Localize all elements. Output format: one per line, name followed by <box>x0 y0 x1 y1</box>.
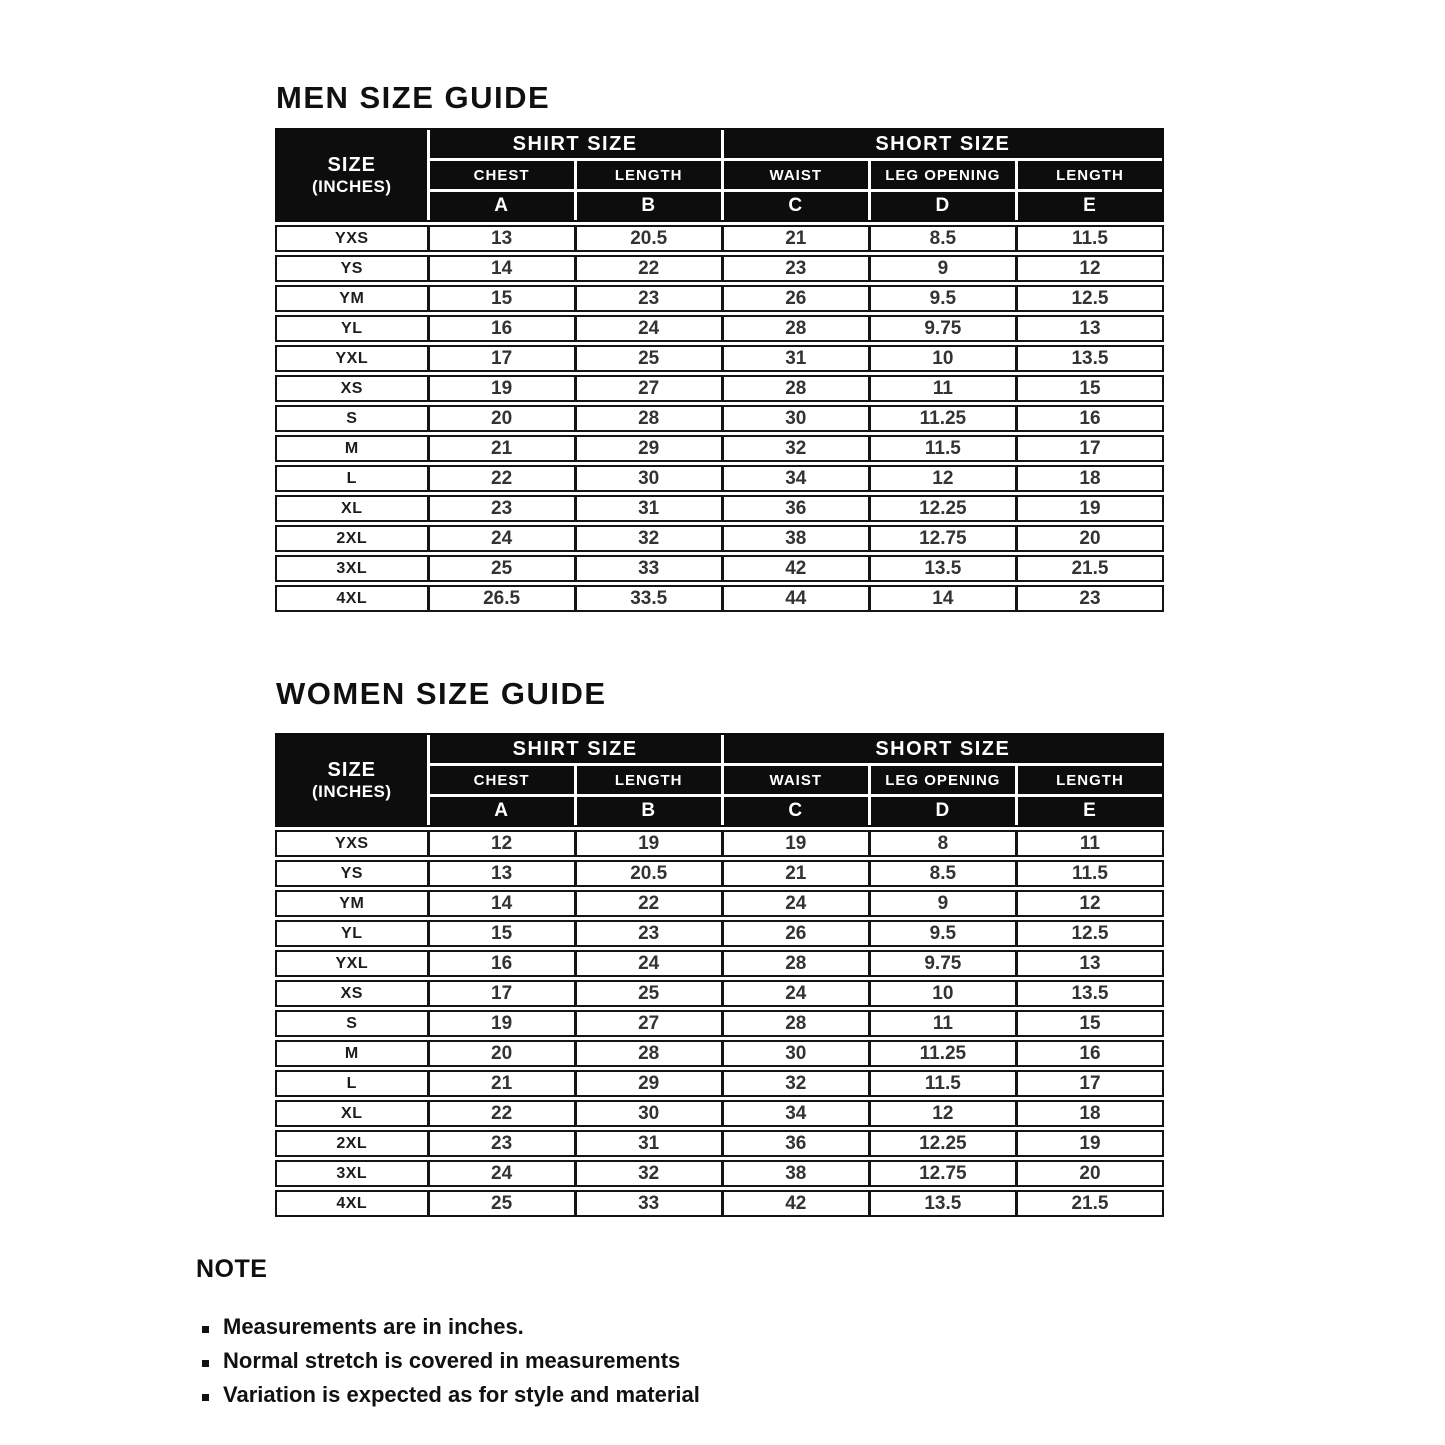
value-cell: 31 <box>577 1132 721 1155</box>
table-row <box>275 830 1164 857</box>
value-cell: 26.5 <box>430 587 574 610</box>
shirt-size-group-header: SHIRT SIZE <box>430 735 721 763</box>
value-cell: 19 <box>430 1012 574 1035</box>
short-size-group-header: SHORT SIZE <box>724 130 1162 158</box>
value-cell: 22 <box>577 257 721 280</box>
size-cell: 2XL <box>277 1132 427 1155</box>
value-cell: 34 <box>724 467 868 490</box>
value-cell: 33.5 <box>577 587 721 610</box>
note-item-text: Normal stretch is covered in measurements <box>223 1348 681 1373</box>
value-cell: 32 <box>577 1162 721 1185</box>
table-row <box>275 495 1164 522</box>
value-cell: 38 <box>724 1162 868 1185</box>
value-cell: 24 <box>724 892 868 915</box>
value-cell: 32 <box>724 437 868 460</box>
column-header-waist: WAIST <box>724 161 868 189</box>
value-cell: 13.5 <box>871 557 1015 580</box>
value-cell: 13.5 <box>871 1192 1015 1215</box>
value-cell: 13 <box>430 862 574 885</box>
size-cell: YL <box>277 922 427 945</box>
value-cell: 11.5 <box>871 1072 1015 1095</box>
value-cell: 23 <box>430 1132 574 1155</box>
size-cell: M <box>277 1042 427 1065</box>
size-cell: 3XL <box>277 1162 427 1185</box>
table-row <box>275 950 1164 977</box>
value-cell: 28 <box>724 317 868 340</box>
value-cell: 28 <box>577 407 721 430</box>
value-cell: 36 <box>724 497 868 520</box>
table-row <box>275 860 1164 887</box>
value-cell: 12 <box>871 467 1015 490</box>
value-cell: 22 <box>430 1102 574 1125</box>
size-cell: YXL <box>277 347 427 370</box>
value-cell: 22 <box>430 467 574 490</box>
value-cell: 12 <box>1018 257 1162 280</box>
size-cell: YXS <box>277 227 427 250</box>
value-cell: 42 <box>724 1192 868 1215</box>
value-cell: 9.5 <box>871 922 1015 945</box>
value-cell: 12.25 <box>871 497 1015 520</box>
value-cell: 11.25 <box>871 407 1015 430</box>
value-cell: 21.5 <box>1018 1192 1162 1215</box>
value-cell: 8.5 <box>871 862 1015 885</box>
table-row <box>275 1040 1164 1067</box>
column-header-short-length: LENGTH <box>1018 161 1162 189</box>
value-cell: 11 <box>1018 832 1162 855</box>
value-cell: 32 <box>724 1072 868 1095</box>
value-cell: 23 <box>1018 587 1162 610</box>
value-cell: 44 <box>724 587 868 610</box>
column-header-shirt-length: LENGTH <box>577 766 721 794</box>
value-cell: 12.5 <box>1018 287 1162 310</box>
value-cell: 27 <box>577 1012 721 1035</box>
value-cell: 12 <box>1018 892 1162 915</box>
value-cell: 13.5 <box>1018 347 1162 370</box>
value-cell: 23 <box>577 922 721 945</box>
letter-header-b: B <box>577 192 721 220</box>
value-cell: 13 <box>430 227 574 250</box>
value-cell: 20.5 <box>577 227 721 250</box>
value-cell: 19 <box>1018 497 1162 520</box>
value-cell: 14 <box>430 257 574 280</box>
note-title: NOTE <box>196 1255 268 1283</box>
size-inches-header-cell <box>277 735 427 825</box>
size-cell: YM <box>277 287 427 310</box>
table-row <box>275 890 1164 917</box>
letter-header-c: C <box>724 192 868 220</box>
value-cell: 16 <box>1018 1042 1162 1065</box>
value-cell: 33 <box>577 1192 721 1215</box>
size-header-sublabel: (INCHES) <box>312 781 392 801</box>
value-cell: 8 <box>871 832 1015 855</box>
value-cell: 24 <box>430 1162 574 1185</box>
value-cell: 30 <box>724 407 868 430</box>
value-cell: 11 <box>871 1012 1015 1035</box>
women-size-guide-title: WOMEN SIZE GUIDE <box>276 676 607 711</box>
value-cell: 12 <box>430 832 574 855</box>
men-size-table <box>275 128 1164 612</box>
table-row <box>275 1130 1164 1157</box>
value-cell: 29 <box>577 437 721 460</box>
value-cell: 12.25 <box>871 1132 1015 1155</box>
value-cell: 26 <box>724 287 868 310</box>
size-cell: YL <box>277 317 427 340</box>
value-cell: 15 <box>430 287 574 310</box>
value-cell: 15 <box>1018 1012 1162 1035</box>
letter-header-d: D <box>871 797 1015 825</box>
size-cell: L <box>277 1072 427 1095</box>
size-cell: YM <box>277 892 427 915</box>
value-cell: 18 <box>1018 1102 1162 1125</box>
value-cell: 17 <box>430 982 574 1005</box>
value-cell: 30 <box>577 1102 721 1125</box>
value-cell: 25 <box>577 982 721 1005</box>
shirt-size-group-header: SHIRT SIZE <box>430 130 721 158</box>
value-cell: 32 <box>577 527 721 550</box>
value-cell: 15 <box>430 922 574 945</box>
letter-header-b: B <box>577 797 721 825</box>
table-row <box>275 285 1164 312</box>
size-header-label: SIZE <box>327 758 376 781</box>
value-cell: 11.5 <box>1018 862 1162 885</box>
value-cell: 28 <box>724 1012 868 1035</box>
value-cell: 24 <box>577 952 721 975</box>
value-cell: 24 <box>724 982 868 1005</box>
value-cell: 17 <box>430 347 574 370</box>
value-cell: 16 <box>430 952 574 975</box>
value-cell: 31 <box>724 347 868 370</box>
column-header-leg-opening: LEG OPENING <box>871 161 1015 189</box>
letter-header-d: D <box>871 192 1015 220</box>
value-cell: 34 <box>724 1102 868 1125</box>
value-cell: 20.5 <box>577 862 721 885</box>
value-cell: 17 <box>1018 1072 1162 1095</box>
table-row <box>275 405 1164 432</box>
table-row <box>275 1100 1164 1127</box>
value-cell: 36 <box>724 1132 868 1155</box>
note-item <box>196 1347 1096 1374</box>
column-header-chest: CHEST <box>430 766 574 794</box>
value-cell: 10 <box>871 982 1015 1005</box>
value-cell: 23 <box>577 287 721 310</box>
note-section <box>196 1255 1096 1408</box>
size-inches-header-cell <box>277 130 427 220</box>
size-cell: YXS <box>277 832 427 855</box>
column-header-waist: WAIST <box>724 766 868 794</box>
value-cell: 23 <box>430 497 574 520</box>
value-cell: 8.5 <box>871 227 1015 250</box>
value-cell: 25 <box>430 1192 574 1215</box>
letter-header-a: A <box>430 192 574 220</box>
value-cell: 11.5 <box>871 437 1015 460</box>
value-cell: 19 <box>1018 1132 1162 1155</box>
value-cell: 16 <box>1018 407 1162 430</box>
value-cell: 21 <box>430 437 574 460</box>
table-row <box>275 435 1164 462</box>
value-cell: 11.25 <box>871 1042 1015 1065</box>
women-size-table <box>275 733 1164 1217</box>
value-cell: 9.75 <box>871 952 1015 975</box>
size-cell: 4XL <box>277 1192 427 1215</box>
men-size-guide-title: MEN SIZE GUIDE <box>276 80 551 115</box>
letter-header-e: E <box>1018 797 1162 825</box>
table-row <box>275 315 1164 342</box>
table-row <box>275 1160 1164 1187</box>
size-cell: XS <box>277 377 427 400</box>
table-row <box>275 255 1164 282</box>
bullet-square-icon <box>202 1360 209 1367</box>
column-header-chest: CHEST <box>430 161 574 189</box>
men-table-header <box>275 128 1164 222</box>
value-cell: 31 <box>577 497 721 520</box>
size-cell: M <box>277 437 427 460</box>
value-cell: 20 <box>1018 1162 1162 1185</box>
women-table-header <box>275 733 1164 827</box>
value-cell: 24 <box>430 527 574 550</box>
table-row <box>275 1190 1164 1217</box>
size-cell: S <box>277 1012 427 1035</box>
value-cell: 13.5 <box>1018 982 1162 1005</box>
value-cell: 28 <box>577 1042 721 1065</box>
size-header-label: SIZE <box>327 153 376 176</box>
value-cell: 13 <box>1018 317 1162 340</box>
value-cell: 24 <box>577 317 721 340</box>
table-row <box>275 585 1164 612</box>
value-cell: 12.75 <box>871 1162 1015 1185</box>
value-cell: 38 <box>724 527 868 550</box>
value-cell: 12.5 <box>1018 922 1162 945</box>
size-cell: XL <box>277 1102 427 1125</box>
letter-header-e: E <box>1018 192 1162 220</box>
column-header-shirt-length: LENGTH <box>577 161 721 189</box>
value-cell: 28 <box>724 377 868 400</box>
note-item <box>196 1313 1096 1340</box>
short-size-group-header: SHORT SIZE <box>724 735 1162 763</box>
value-cell: 11 <box>871 377 1015 400</box>
value-cell: 25 <box>577 347 721 370</box>
column-header-short-length: LENGTH <box>1018 766 1162 794</box>
size-cell: XL <box>277 497 427 520</box>
value-cell: 42 <box>724 557 868 580</box>
letter-header-a: A <box>430 797 574 825</box>
size-cell: 3XL <box>277 557 427 580</box>
table-row <box>275 345 1164 372</box>
value-cell: 21 <box>724 862 868 885</box>
value-cell: 26 <box>724 922 868 945</box>
value-cell: 23 <box>724 257 868 280</box>
value-cell: 10 <box>871 347 1015 370</box>
size-cell: YS <box>277 862 427 885</box>
value-cell: 20 <box>430 1042 574 1065</box>
note-item-text: Variation is expected as for style and material <box>223 1382 700 1407</box>
value-cell: 19 <box>430 377 574 400</box>
value-cell: 14 <box>430 892 574 915</box>
value-cell: 21 <box>724 227 868 250</box>
value-cell: 19 <box>724 832 868 855</box>
table-row <box>275 375 1164 402</box>
table-row <box>275 525 1164 552</box>
letter-header-c: C <box>724 797 868 825</box>
value-cell: 9 <box>871 892 1015 915</box>
value-cell: 27 <box>577 377 721 400</box>
value-cell: 22 <box>577 892 721 915</box>
value-cell: 20 <box>1018 527 1162 550</box>
value-cell: 15 <box>1018 377 1162 400</box>
value-cell: 9.75 <box>871 317 1015 340</box>
bullet-square-icon <box>202 1394 209 1401</box>
size-cell: 4XL <box>277 587 427 610</box>
value-cell: 28 <box>724 952 868 975</box>
value-cell: 12.75 <box>871 527 1015 550</box>
value-cell: 33 <box>577 557 721 580</box>
value-cell: 9 <box>871 257 1015 280</box>
size-cell: 2XL <box>277 527 427 550</box>
value-cell: 29 <box>577 1072 721 1095</box>
value-cell: 21.5 <box>1018 557 1162 580</box>
value-cell: 16 <box>430 317 574 340</box>
table-row <box>275 920 1164 947</box>
size-header-sublabel: (INCHES) <box>312 176 392 196</box>
value-cell: 12 <box>871 1102 1015 1125</box>
size-cell: L <box>277 467 427 490</box>
value-cell: 14 <box>871 587 1015 610</box>
table-row <box>275 225 1164 252</box>
table-row <box>275 1010 1164 1037</box>
value-cell: 13 <box>1018 952 1162 975</box>
table-row <box>275 555 1164 582</box>
note-item <box>196 1381 1096 1408</box>
value-cell: 30 <box>577 467 721 490</box>
value-cell: 20 <box>430 407 574 430</box>
value-cell: 19 <box>577 832 721 855</box>
table-row <box>275 465 1164 492</box>
value-cell: 9.5 <box>871 287 1015 310</box>
value-cell: 25 <box>430 557 574 580</box>
column-header-leg-opening: LEG OPENING <box>871 766 1015 794</box>
size-cell: YS <box>277 257 427 280</box>
value-cell: 17 <box>1018 437 1162 460</box>
women-table-body <box>275 830 1164 1217</box>
value-cell: 18 <box>1018 467 1162 490</box>
value-cell: 21 <box>430 1072 574 1095</box>
men-table-body <box>275 225 1164 612</box>
note-list <box>196 1313 1096 1408</box>
table-row <box>275 980 1164 1007</box>
size-cell: XS <box>277 982 427 1005</box>
size-cell: S <box>277 407 427 430</box>
value-cell: 11.5 <box>1018 227 1162 250</box>
note-item-text: Measurements are in inches. <box>223 1314 524 1339</box>
value-cell: 30 <box>724 1042 868 1065</box>
table-row <box>275 1070 1164 1097</box>
bullet-square-icon <box>202 1326 209 1333</box>
size-cell: YXL <box>277 952 427 975</box>
